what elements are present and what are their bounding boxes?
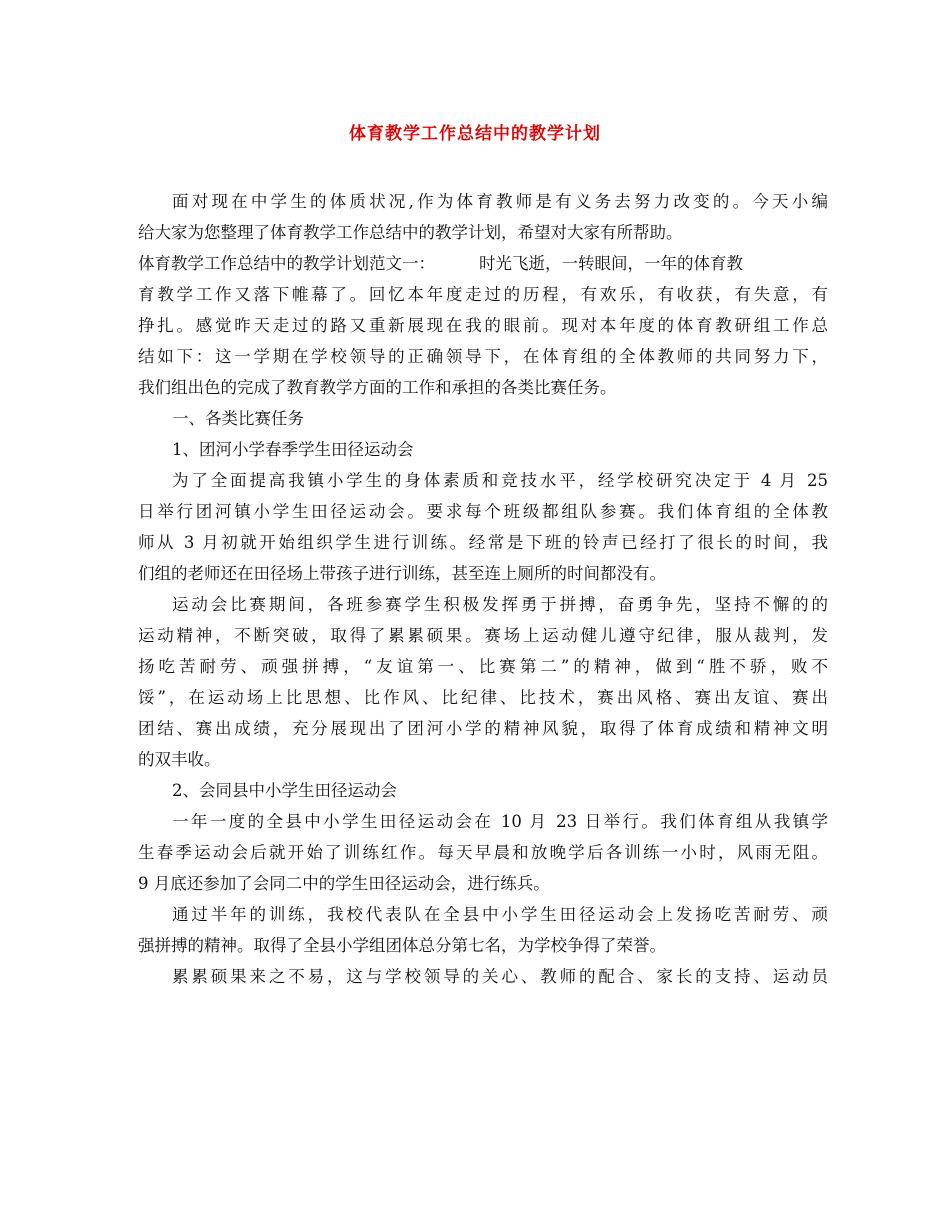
document-body [138, 186, 828, 992]
paragraph-line: 的双丰收。 [138, 750, 221, 769]
paragraph-line: 团结、赛出成绩，充分展现出了团河小学的精神风貌，取得了体育成绩和精神文明 [138, 719, 828, 738]
paragraph-line: 运动会比赛期间，各班参赛学生积极发挥勇于拼搏，奋勇争先，坚持不懈的的 [172, 595, 828, 614]
paragraph-line: 一年一度的全县中小学生田径运动会在 10 月 23 日举行。我们体育组从我镇学 [172, 812, 828, 831]
paragraph-line: 强拼搏的精神。取得了全县小学组团体总分第七名，为学校争得了荣誉。 [138, 936, 666, 955]
paragraph-line: 们组的老师还在田径场上带孩子进行训练，甚至连上厕所的时间都没有。 [138, 564, 666, 583]
paragraph-line: 师从 3 月初就开始组织学生进行训练。经常是下班的铃声已经打了很长的时间，我 [138, 533, 828, 552]
section-heading: 一、各类比赛任务 [172, 409, 304, 428]
paragraph-line: 我们组出色的完成了教育教学方面的工作和承担的各类比赛任务。 [138, 378, 617, 397]
paragraph-line: 挣扎。感觉昨天走过的路又重新展现在我的眼前。现对本年度的体育教研组工作总 [138, 316, 828, 335]
paragraph-line: 扬吃苦耐劳、顽强拼搏，“友谊第一、比赛第二”的精神，做到“胜不骄，败不 [138, 657, 828, 676]
paragraph-line: 为了全面提高我镇小学生的身体素质和竞技水平，经学校研究决定于 4 月 25 [172, 471, 828, 490]
paragraph-line: 9 月底还参加了会同二中的学生田径运动会，进行练兵。 [138, 874, 550, 893]
subsection-heading: 1、团河小学春季学生田径运动会 [172, 440, 414, 459]
paragraph-line: 面对现在中学生的体质状况,作为体育教师是有义务去努力改变的。今天小编 [172, 192, 828, 211]
paragraph-line: 生春季运动会后就开始了训练红作。每天早晨和放晚学后各训练一小时，风雨无阻。 [138, 843, 828, 862]
paragraph-line: 给大家为您整理了体育教学工作总结中的教学计划，希望对大家有所帮助。 [138, 223, 683, 242]
paragraph-line [138, 248, 828, 279]
section-heading: 体育教学工作总结中的教学计划范文一： [138, 254, 435, 273]
paragraph-line: 育教学工作又落下帷幕了。回忆本年度走过的历程，有欢乐，有收获，有失意，有 [138, 285, 828, 304]
subsection-heading: 2、会同县中小学生田径运动会 [172, 781, 397, 800]
paragraph-line: 运动精神，不断突破，取得了累累硕果。赛场上运动健儿遵守纪律，服从裁判，发 [138, 626, 828, 645]
document-title: 体育教学工作总结中的教学计划 [349, 124, 601, 144]
paragraph-line: 累累硕果来之不易，这与学校领导的关心、教师的配合、家长的支持、运动员 [172, 967, 828, 986]
paragraph-line: 通过半年的训练，我校代表队在全县中小学生田径运动会上发扬吃苦耐劳、顽 [172, 905, 828, 924]
paragraph-line: 馁”，在运动场上比思想、比作风、比纪律、比技术，赛出风格、赛出友谊、赛出 [138, 688, 828, 707]
paragraph-text: 时光飞逝，一转眼间，一年的体育教 [479, 254, 743, 273]
paragraph-line: 日举行团河镇小学生田径运动会。要求每个班级都组队参赛。我们体育组的全体教 [138, 502, 828, 521]
paragraph-line: 结如下：这一学期在学校领导的正确领导下，在体育组的全体教师的共同努力下， [138, 347, 828, 366]
